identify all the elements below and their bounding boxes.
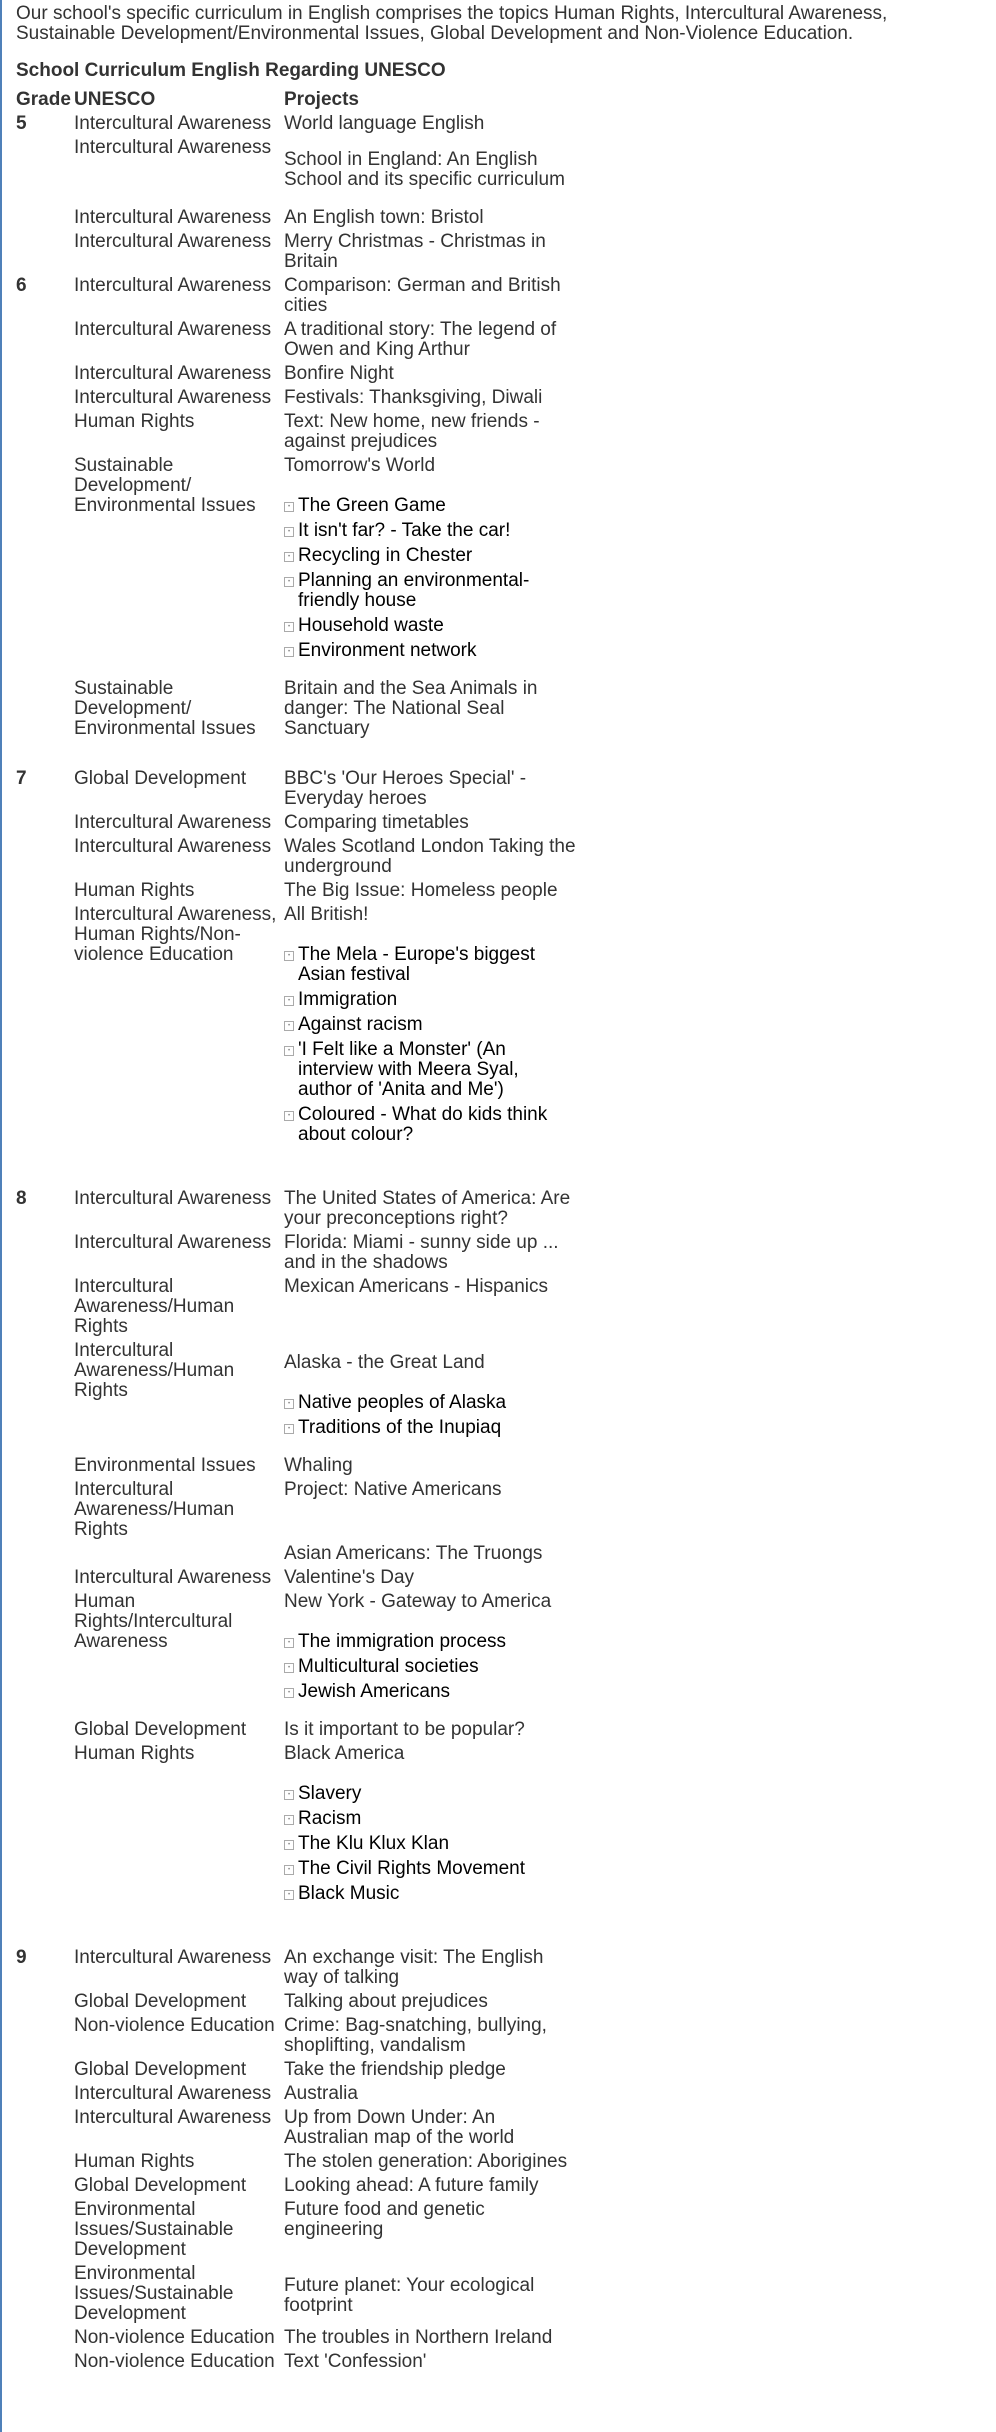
project-title: Talking about prejudices xyxy=(284,1991,488,2012)
list-item xyxy=(284,1040,576,1100)
project-cell xyxy=(284,2264,576,2328)
table-row xyxy=(16,1744,576,1922)
unesco-cell: Intercultural Awareness xyxy=(74,319,272,340)
table-row xyxy=(16,138,576,208)
bullet-icon: • xyxy=(284,1865,294,1875)
project-cell xyxy=(284,2200,576,2264)
bullet-icon: • xyxy=(284,1688,294,1698)
project-title: Text: New home, new friends - against prejudices xyxy=(284,411,540,452)
list-item-label: The Mela - Europe's biggest Asian festival xyxy=(298,944,536,985)
project-cell xyxy=(284,2016,576,2060)
project-cell xyxy=(284,388,576,412)
grade-cell xyxy=(16,2328,74,2352)
list-item-label: Immigration xyxy=(298,989,398,1010)
project-cell xyxy=(284,456,576,679)
unesco-cell: Environmental Issues/Sustainable Development xyxy=(74,2199,234,2260)
grade-cell xyxy=(16,881,74,905)
list-item-label: Environment network xyxy=(298,640,477,661)
project-title: Whaling xyxy=(284,1455,353,1476)
row-spacer xyxy=(16,1163,576,1189)
grade-cell xyxy=(16,138,74,208)
list-item-label: Slavery xyxy=(298,1783,362,1804)
project-title: Up from Down Under: An Australian map of the world xyxy=(284,2107,515,2148)
project-cell xyxy=(284,813,576,837)
project-title: Asian Americans: The Truongs xyxy=(284,1543,543,1564)
grade-cell xyxy=(16,320,74,364)
project-title: Bonfire Night xyxy=(284,363,394,384)
bullet-icon: • xyxy=(284,951,294,961)
grade-cell xyxy=(16,679,74,743)
unesco-cell: Environmental Issues xyxy=(74,1455,256,1476)
bullet-icon: • xyxy=(284,1399,294,1409)
list-item xyxy=(284,1657,576,1677)
unesco-cell: Non-violence Education xyxy=(74,2351,275,2372)
project-cell xyxy=(284,2328,576,2352)
table-row xyxy=(16,2264,576,2328)
list-item-label: The Klu Klux Klan xyxy=(298,1833,450,1854)
grade-cell: 5 xyxy=(16,113,27,134)
grade-cell xyxy=(16,388,74,412)
list-item xyxy=(284,1809,576,1829)
list-item xyxy=(284,496,576,516)
bullet-icon: • xyxy=(284,552,294,562)
project-title: The Big Issue: Homeless people xyxy=(284,880,558,901)
project-cell xyxy=(284,769,576,813)
project-subtopics xyxy=(284,1393,576,1438)
project-subtopics xyxy=(284,1784,576,1904)
project-subtopics xyxy=(284,945,576,1145)
grade-cell xyxy=(16,1592,74,1720)
unesco-cell: Intercultural Awareness xyxy=(74,275,272,296)
project-cell xyxy=(284,1568,576,1592)
bullet-icon: • xyxy=(284,622,294,632)
project-title: Take the friendship pledge xyxy=(284,2059,506,2080)
project-title: Crime: Bag-snatching, bullying, shoplifting, vandalism xyxy=(284,2015,547,2056)
list-item-label: Household waste xyxy=(298,615,444,636)
grade-cell: 9 xyxy=(16,1947,27,1968)
list-item xyxy=(284,571,576,611)
grade-cell xyxy=(16,2152,74,2176)
unesco-cell: Intercultural Awareness xyxy=(74,137,272,158)
list-item xyxy=(284,1884,576,1904)
table-row xyxy=(16,456,576,679)
header-unesco: UNESCO xyxy=(74,89,156,110)
list-item-label: Against racism xyxy=(298,1014,423,1035)
unesco-cell: Intercultural Awareness xyxy=(74,387,272,408)
project-cell xyxy=(284,232,576,276)
unesco-cell: Human Rights xyxy=(74,2151,195,2172)
project-title: The stolen generation: Aborigines xyxy=(284,2151,568,2172)
bullet-icon: • xyxy=(284,1638,294,1648)
unesco-cell: Intercultural Awareness, Human Rights/Non-violence Education xyxy=(74,904,277,965)
project-title: The United States of America: Are your preconceptions right? xyxy=(284,1188,571,1229)
list-item xyxy=(284,1632,576,1652)
project-title: Britain and the Sea Animals in danger: The National Seal Sanctuary xyxy=(284,678,538,739)
table-row xyxy=(16,1992,576,2016)
unesco-cell: Intercultural Awareness xyxy=(74,1567,272,1588)
project-title: Australia xyxy=(284,2083,358,2104)
bullet-icon: • xyxy=(284,1021,294,1031)
project-title: Tomorrow's World xyxy=(284,455,436,476)
list-item xyxy=(284,1859,576,1879)
bullet-icon: • xyxy=(284,527,294,537)
grade-cell xyxy=(16,456,74,679)
row-spacer xyxy=(16,743,576,769)
project-cell xyxy=(284,1189,576,1233)
project-title: Valentine's Day xyxy=(284,1567,415,1588)
unesco-cell: Intercultural Awareness xyxy=(74,231,272,252)
unesco-cell: Intercultural Awareness xyxy=(74,1232,272,1253)
table-row xyxy=(16,2084,576,2108)
project-cell xyxy=(284,320,576,364)
project-cell xyxy=(284,2152,576,2176)
list-item xyxy=(284,641,576,661)
grade-cell: 6 xyxy=(16,275,27,296)
table-row xyxy=(16,276,576,320)
unesco-cell: Intercultural Awareness/Human Rights xyxy=(74,1340,235,1401)
grade-cell xyxy=(16,208,74,232)
grade-cell xyxy=(16,1720,74,1744)
list-item xyxy=(284,616,576,636)
project-title: Wales Scotland London Taking the underground xyxy=(284,836,576,877)
table-row xyxy=(16,2328,576,2352)
table-row xyxy=(16,1341,576,1456)
grade-cell xyxy=(16,2176,74,2200)
project-title: All British! xyxy=(284,904,369,925)
table-row xyxy=(16,769,576,813)
project-cell xyxy=(284,905,576,1163)
project-cell xyxy=(284,1341,576,1456)
list-item-label: Recycling in Chester xyxy=(298,545,473,566)
table-row xyxy=(16,1720,576,1744)
grade-cell xyxy=(16,232,74,276)
unesco-cell: Global Development xyxy=(74,768,247,789)
list-item-label: Traditions of the Inupiaq xyxy=(298,1417,502,1438)
project-cell xyxy=(284,2108,576,2152)
list-item xyxy=(284,1393,576,1413)
unesco-cell: Human Rights xyxy=(74,880,195,901)
table-row xyxy=(16,1568,576,1592)
project-cell xyxy=(284,364,576,388)
table-row xyxy=(16,679,576,743)
grade-cell xyxy=(16,1992,74,2016)
grade-cell xyxy=(16,905,74,1163)
project-title: Alaska - the Great Land xyxy=(284,1352,485,1373)
bullet-icon: • xyxy=(284,1046,294,1056)
grade-cell xyxy=(16,1568,74,1592)
grade-cell xyxy=(16,813,74,837)
list-item xyxy=(284,1418,576,1438)
project-title: World language English xyxy=(284,113,485,134)
project-cell xyxy=(284,679,576,743)
bullet-icon: • xyxy=(284,1424,294,1434)
unesco-cell: Intercultural Awareness xyxy=(74,113,272,134)
project-cell xyxy=(284,1277,576,1341)
table-row xyxy=(16,364,576,388)
project-title: School in England: An English School and its specific curriculum xyxy=(284,149,565,190)
unesco-cell: Global Development xyxy=(74,2059,247,2080)
grade-cell xyxy=(16,2060,74,2084)
grade-cell xyxy=(16,2352,74,2376)
project-cell xyxy=(284,881,576,905)
list-item-label: 'I Felt like a Monster' (An interview with Meera Syal, author of 'Anita and Me') xyxy=(298,1039,519,1100)
table-row xyxy=(16,1480,576,1544)
grade-cell xyxy=(16,2200,74,2264)
table-row xyxy=(16,208,576,232)
project-cell xyxy=(284,1480,576,1544)
table-row xyxy=(16,1233,576,1277)
table-row xyxy=(16,2060,576,2084)
bullet-icon: • xyxy=(284,577,294,587)
grade-cell xyxy=(16,837,74,881)
grade-cell xyxy=(16,412,74,456)
grade-cell xyxy=(16,1480,74,1544)
list-item-label: Native peoples of Alaska xyxy=(298,1392,507,1413)
table-row xyxy=(16,320,576,364)
list-item xyxy=(284,1105,576,1145)
header-projects: Projects xyxy=(284,89,359,110)
left-border xyxy=(0,0,2,2432)
table-row xyxy=(16,2016,576,2060)
list-item-label: Racism xyxy=(298,1808,362,1829)
page-title: School Curriculum English Regarding UNESCO xyxy=(16,60,446,81)
project-title: A traditional story: The legend of Owen and King Arthur xyxy=(284,319,557,360)
project-cell xyxy=(284,114,576,138)
grade-cell xyxy=(16,1544,74,1568)
unesco-cell: Human Rights xyxy=(74,1743,195,1764)
bullet-icon: • xyxy=(284,1790,294,1800)
unesco-cell: Intercultural Awareness xyxy=(74,2083,272,2104)
bullet-icon: • xyxy=(284,502,294,512)
list-item-label: The Green Game xyxy=(298,495,446,516)
table-row xyxy=(16,2176,576,2200)
table-row xyxy=(16,881,576,905)
table-row xyxy=(16,837,576,881)
project-cell xyxy=(284,2084,576,2108)
curriculum-table xyxy=(16,90,576,2376)
project-title: BBC's 'Our Heroes Special' - Everyday heroes xyxy=(284,768,527,809)
unesco-cell: Non-violence Education xyxy=(74,2015,275,2036)
unesco-cell: Human Rights/Intercultural Awareness xyxy=(74,1591,233,1652)
grade-cell xyxy=(16,2084,74,2108)
project-subtopics xyxy=(284,1632,576,1702)
table-row xyxy=(16,232,576,276)
project-title: Merry Christmas - Christmas in Britain xyxy=(284,231,546,272)
unesco-cell: Intercultural Awareness xyxy=(74,1188,272,1209)
unesco-cell: Intercultural Awareness xyxy=(74,2107,272,2128)
project-title: Festivals: Thanksgiving, Diwali xyxy=(284,387,543,408)
unesco-cell: Intercultural Awareness xyxy=(74,1947,272,1968)
project-cell xyxy=(284,1456,576,1480)
project-cell xyxy=(284,837,576,881)
project-title: An English town: Bristol xyxy=(284,207,484,228)
project-cell xyxy=(284,412,576,456)
project-title: The troubles in Northern Ireland xyxy=(284,2327,553,2348)
grade-cell xyxy=(16,364,74,388)
unesco-cell: Intercultural Awareness xyxy=(74,207,272,228)
table-row xyxy=(16,905,576,1163)
bullet-icon: • xyxy=(284,1663,294,1673)
intro-paragraph: Our school's specific curriculum in English comprises the topics Human Rights, Intercultural Awareness, Sustainable Development/Environmental Issues, Global Development and Non-Violence Education. xyxy=(16,3,888,44)
list-item-label: It isn't far? - Take the car! xyxy=(298,520,511,541)
unesco-cell: Environmental Issues/Sustainable Development xyxy=(74,2263,234,2324)
table-row xyxy=(16,1456,576,1480)
table-row xyxy=(16,412,576,456)
list-item xyxy=(284,1015,576,1035)
bullet-icon: • xyxy=(284,1815,294,1825)
table-row xyxy=(16,1948,576,1992)
project-title: Project: Native Americans xyxy=(284,1479,502,1500)
grade-cell xyxy=(16,2264,74,2328)
unesco-cell: Global Development xyxy=(74,1719,247,1740)
table-row xyxy=(16,2152,576,2176)
project-cell xyxy=(284,2060,576,2084)
unesco-cell: Intercultural Awareness/Human Rights xyxy=(74,1479,235,1540)
unesco-cell: Intercultural Awareness xyxy=(74,363,272,384)
project-title: New York - Gateway to America xyxy=(284,1591,552,1612)
table-row xyxy=(16,114,576,138)
project-title: Text 'Confession' xyxy=(284,2351,427,2372)
project-cell xyxy=(284,1544,576,1568)
project-title: Mexican Americans - Hispanics xyxy=(284,1276,548,1297)
grade-cell: 7 xyxy=(16,768,27,789)
list-item-label: The immigration process xyxy=(298,1631,507,1652)
grade-cell xyxy=(16,2108,74,2152)
unesco-cell: Global Development xyxy=(74,2175,247,2196)
unesco-cell: Intercultural Awareness xyxy=(74,836,272,857)
list-item xyxy=(284,945,576,985)
row-spacer xyxy=(16,1922,576,1948)
grade-cell: 8 xyxy=(16,1188,27,1209)
table-row xyxy=(16,1189,576,1233)
list-item-label: Coloured - What do kids think about colour? xyxy=(298,1104,548,1145)
content xyxy=(16,3,986,2372)
bullet-icon: • xyxy=(284,1890,294,1900)
table-row xyxy=(16,2200,576,2264)
project-title: Comparing timetables xyxy=(284,812,469,833)
list-item xyxy=(284,1834,576,1854)
unesco-cell: Intercultural Awareness/Human Rights xyxy=(74,1276,235,1337)
unesco-cell xyxy=(74,1544,284,1568)
header-grade: Grade xyxy=(16,89,71,110)
table-row xyxy=(16,813,576,837)
grade-cell xyxy=(16,1233,74,1277)
project-title: Future planet: Your ecological footprint xyxy=(284,2275,535,2316)
project-title: Comparison: German and British cities xyxy=(284,275,561,316)
list-item-label: The Civil Rights Movement xyxy=(298,1858,526,1879)
project-cell xyxy=(284,2176,576,2200)
project-cell xyxy=(284,1744,576,1922)
list-item xyxy=(284,990,576,1010)
table-row xyxy=(16,2352,576,2376)
project-cell xyxy=(284,1233,576,1277)
unesco-cell: Global Development xyxy=(74,1991,247,2012)
project-title: Looking ahead: A future family xyxy=(284,2175,539,2196)
table-row xyxy=(16,2108,576,2152)
table-row xyxy=(16,388,576,412)
bullet-icon: • xyxy=(284,996,294,1006)
unesco-cell: Sustainable Development/ Environmental Issues xyxy=(74,678,256,739)
list-item-label: Jewish Americans xyxy=(298,1681,451,1702)
project-title: Is it important to be popular? xyxy=(284,1719,525,1740)
list-item xyxy=(284,521,576,541)
project-cell xyxy=(284,1592,576,1720)
grade-cell xyxy=(16,1456,74,1480)
project-title: Future food and genetic engineering xyxy=(284,2199,485,2240)
list-item-label: Planning an environmental-friendly house xyxy=(298,570,530,611)
list-item xyxy=(284,546,576,566)
bullet-icon: • xyxy=(284,647,294,657)
project-cell xyxy=(284,2352,576,2376)
project-title: Black America xyxy=(284,1743,405,1764)
project-cell xyxy=(284,138,576,208)
list-item-label: Black Music xyxy=(298,1883,400,1904)
grade-cell xyxy=(16,1744,74,1922)
bullet-icon: • xyxy=(284,1840,294,1850)
unesco-cell: Non-violence Education xyxy=(74,2327,275,2348)
project-cell xyxy=(284,208,576,232)
list-item xyxy=(284,1784,576,1804)
table-row xyxy=(16,1544,576,1568)
unesco-cell: Sustainable Development/ Environmental Issues xyxy=(74,455,256,516)
project-cell xyxy=(284,1992,576,2016)
unesco-cell: Intercultural Awareness xyxy=(74,812,272,833)
unesco-cell: Human Rights xyxy=(74,411,195,432)
list-item-label: Multicultural societies xyxy=(298,1656,479,1677)
grade-cell xyxy=(16,1341,74,1456)
bullet-icon: • xyxy=(284,1111,294,1121)
project-cell xyxy=(284,1720,576,1744)
table-header-row xyxy=(16,90,576,114)
project-cell xyxy=(284,1948,576,1992)
project-title: Florida: Miami - sunny side up ... and in the shadows xyxy=(284,1232,559,1273)
project-title: An exchange visit: The English way of talking xyxy=(284,1947,544,1988)
grade-cell xyxy=(16,1277,74,1341)
grade-cell xyxy=(16,2016,74,2060)
project-cell xyxy=(284,276,576,320)
table-row xyxy=(16,1277,576,1341)
table-row xyxy=(16,1592,576,1720)
list-item xyxy=(284,1682,576,1702)
project-subtopics xyxy=(284,496,576,661)
